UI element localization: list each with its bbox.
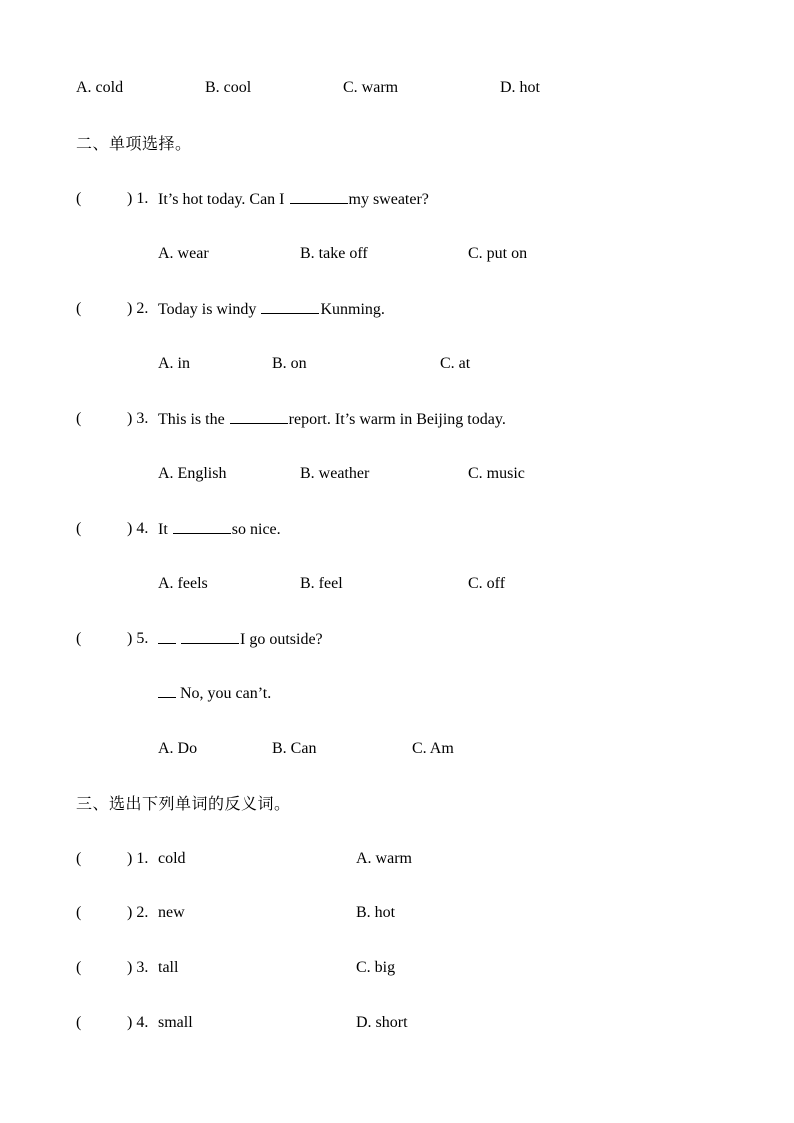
option-a: A. Do [158, 740, 198, 757]
answer-blank[interactable] [261, 299, 319, 314]
dialogue-dash [158, 634, 176, 644]
answer-paren-open: ( [76, 850, 82, 867]
option-a: A. feels [158, 575, 208, 592]
option-b: B. on [272, 355, 307, 372]
answer-paren-open: ( [76, 410, 82, 427]
option-c: C. put on [468, 245, 528, 262]
item-option: C. big [356, 959, 396, 976]
question-number: ) 3. [127, 410, 149, 427]
item-number: ) 1. [127, 850, 149, 867]
question-text: It so nice. [158, 521, 281, 538]
answer-paren-open: ( [76, 1014, 82, 1031]
question-number: ) 4. [127, 520, 149, 537]
option-c: C. warm [343, 79, 399, 96]
section-2-heading: 二、单项选择。 [76, 134, 192, 153]
item-number: ) 3. [127, 959, 149, 976]
answer-paren-open: ( [76, 300, 82, 317]
option-c: C. music [468, 465, 525, 482]
question-number: ) 2. [127, 300, 149, 317]
answer-paren-open: ( [76, 630, 82, 647]
item-number: ) 2. [127, 904, 149, 921]
item-option: D. short [356, 1014, 408, 1031]
question-number: ) 1. [127, 190, 149, 207]
option-b: B. weather [300, 465, 370, 482]
answer-paren-open: ( [76, 904, 82, 921]
section-3-heading: 三、选出下列单词的反义词。 [76, 794, 291, 813]
question-text: This is the report. It’s warm in Beijing today. [158, 411, 506, 428]
option-b: B. cool [205, 79, 252, 96]
dialogue-dash [158, 688, 176, 698]
option-c: C. off [468, 575, 506, 592]
question-number: ) 5. [127, 630, 149, 647]
item-word: small [158, 1014, 193, 1031]
option-a: A. in [158, 355, 190, 372]
answer-blank[interactable] [181, 629, 239, 644]
question-text: It’s hot today. Can I my sweater? [158, 191, 429, 208]
answer-paren-open: ( [76, 190, 82, 207]
item-option: A. warm [356, 850, 412, 867]
option-b: B. feel [300, 575, 343, 592]
answer-paren-open: ( [76, 520, 82, 537]
question-text: Today is windy Kunming. [158, 301, 385, 318]
answer-blank[interactable] [173, 519, 231, 534]
item-word: new [158, 904, 185, 921]
option-c: C. at [440, 355, 471, 372]
option-b: B. take off [300, 245, 368, 262]
item-word: cold [158, 850, 186, 867]
option-c: C. Am [412, 740, 454, 757]
item-number: ) 4. [127, 1014, 149, 1031]
option-d: D. hot [500, 79, 540, 96]
option-a: A. cold [76, 79, 124, 96]
answer-paren-open: ( [76, 959, 82, 976]
reply-text: No, you can’t. [158, 684, 271, 704]
option-b: B. Can [272, 740, 317, 757]
question-text: I go outside? [158, 629, 323, 650]
answer-blank[interactable] [230, 409, 288, 424]
option-a: A. English [158, 465, 227, 482]
option-a: A. wear [158, 245, 209, 262]
answer-blank[interactable] [290, 189, 348, 204]
item-word: tall [158, 959, 179, 976]
item-option: B. hot [356, 904, 396, 921]
